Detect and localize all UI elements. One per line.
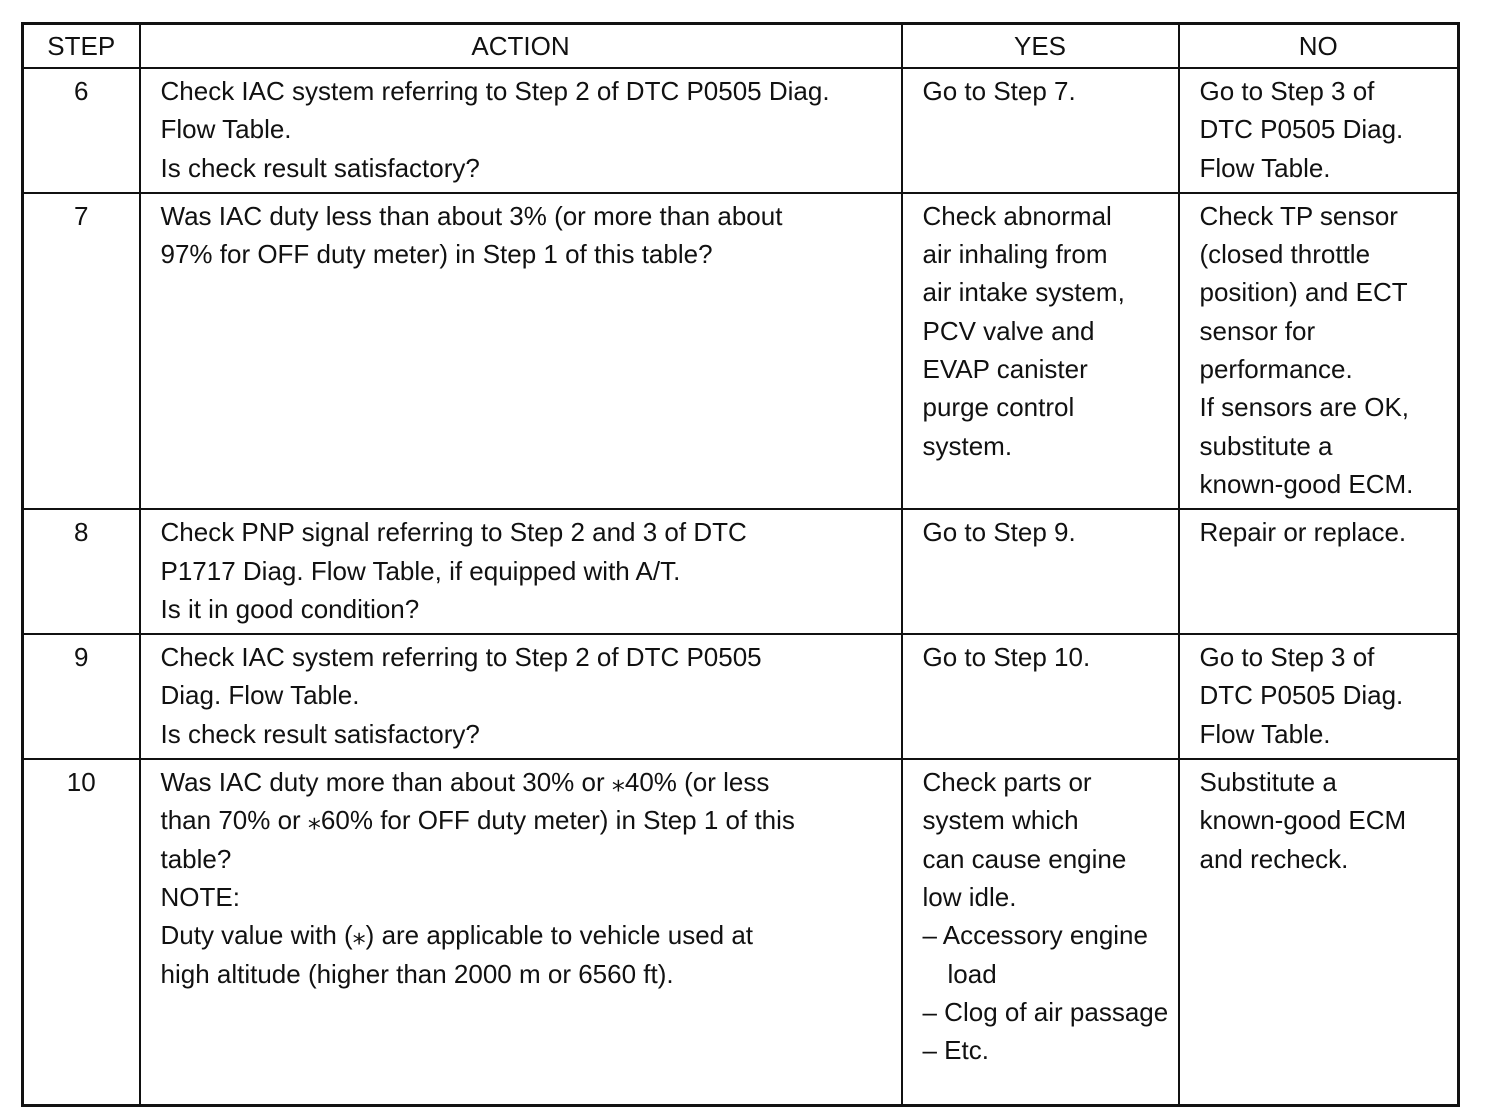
no-line: Go to Step 3 of [1199,76,1375,106]
yes-line: purge control [922,392,1075,423]
action-line: Check PNP signal referring to Step 2 and 3 of DTC [160,517,747,548]
header-action: ACTION [140,24,902,69]
table-row [23,68,1459,193]
no-cell [1179,759,1459,1106]
note-line: Duty value with (⁎) are applicable to vehicle used at [160,920,754,951]
yes-line: system which [922,805,1079,836]
yes-line: Go to Step 10. [922,642,1091,673]
yes-line: PCV valve and [922,315,1095,346]
step-number: 7 [23,193,140,509]
action-line: Flow Table. [160,114,292,145]
table-row [23,759,1459,1106]
step-number: 8 [23,509,140,634]
action-line: P1717 Diag. Flow Table, if equipped with A/T. [160,555,681,586]
no-line: Repair or replace. [1199,517,1407,548]
yes-line: air inhaling from [922,239,1108,270]
no-line: Flow Table. [1199,718,1331,749]
step-number: 9 [23,634,140,759]
no-line: Substitute a [1199,767,1337,798]
action-line: Was IAC duty more than about 30% or ⁎40% (or less [160,767,770,798]
action-line: table? [160,843,232,874]
no-cell [1179,509,1459,634]
no-line: sensor for [1199,315,1316,346]
table-header-row [23,24,1459,69]
header-yes: YES [902,24,1179,69]
yes-line: Check parts or [922,767,1092,798]
no-line: DTC P0505 Diag. [1199,114,1404,145]
action-line: Check IAC system referring to Step 2 of DTC P0505 Diag. [160,76,830,106]
no-line: performance. [1199,354,1353,385]
action-line: Was IAC duty less than about 3% (or more than about [160,200,783,231]
no-line: If sensors are OK, [1199,392,1410,423]
yes-line: air intake system, [922,277,1125,308]
no-cell [1179,193,1459,509]
no-cell [1179,68,1459,193]
no-line: Check TP sensor [1199,200,1398,231]
header-no: NO [1179,24,1459,69]
no-line: known-good ECM. [1199,468,1414,499]
action-line: Is check result satisfactory? [160,718,480,749]
note-line: high altitude (higher than 2000 m or 6560 ft). [160,958,674,989]
action-cell [140,509,902,634]
action-line: Is check result satisfactory? [160,152,480,183]
yes-line: low idle. [922,881,1017,912]
table-row [23,509,1459,634]
yes-line: Check abnormal [922,200,1112,231]
yes-line: Go to Step 9. [922,517,1076,548]
action-line: 97% for OFF duty meter) in Step 1 of this table? [160,239,713,270]
action-cell [140,759,902,1106]
table-row [23,193,1459,509]
note-label: NOTE: [160,881,240,912]
no-line: (closed throttle [1199,239,1371,270]
yes-cell [902,759,1179,1106]
yes-line: Go to Step 7. [922,76,1076,106]
action-line: Is it in good condition? [160,593,420,624]
yes-list-item: – Clog of air passage [922,996,1169,1027]
yes-line: system. [922,430,1013,461]
no-line: DTC P0505 Diag. [1199,680,1404,711]
diagnostic-flow-table [21,22,1460,1107]
no-line: substitute a [1199,430,1333,461]
no-cell [1179,634,1459,759]
no-line: and recheck. [1199,843,1349,874]
no-line: known-good ECM [1199,805,1407,836]
no-line: Flow Table. [1199,152,1331,183]
yes-cell [902,68,1179,193]
yes-line: can cause engine [922,843,1127,874]
action-cell [140,193,902,509]
table-row [23,634,1459,759]
action-line: Check IAC system referring to Step 2 of DTC P0505 [160,642,762,673]
yes-cell [902,193,1179,509]
action-line: Diag. Flow Table. [160,680,360,711]
yes-list-item: – Etc. [922,1035,989,1066]
step-number: 10 [23,759,140,1106]
action-line: than 70% or ⁎60% for OFF duty meter) in Step 1 of this [160,805,795,836]
yes-cell [902,634,1179,759]
yes-cell [902,509,1179,634]
action-cell [140,68,902,193]
action-cell [140,634,902,759]
yes-line: EVAP canister [922,354,1088,385]
no-line: Go to Step 3 of [1199,642,1375,673]
yes-list-item: – Accessory engine load [922,920,1148,989]
header-step: STEP [23,24,140,69]
no-line: position) and ECT [1199,277,1408,308]
step-number: 6 [23,68,140,193]
